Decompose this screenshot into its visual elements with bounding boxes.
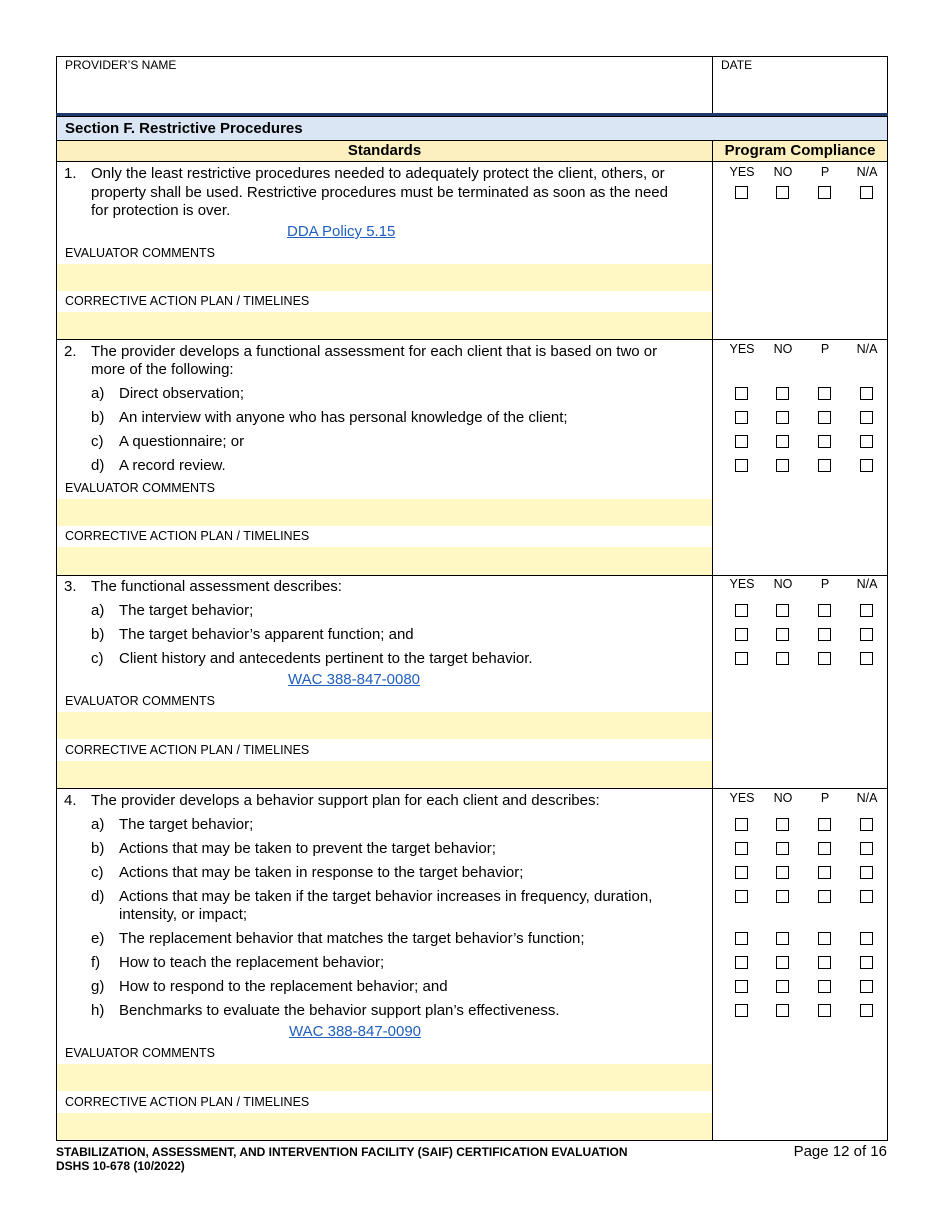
col-p-label: P [820, 165, 830, 179]
checkbox-no[interactable] [776, 890, 789, 903]
col-no-label: NO [773, 791, 793, 805]
checkbox-yes[interactable] [735, 628, 748, 641]
checkbox-yes[interactable] [735, 1004, 748, 1017]
sub-text: Direct observation; [119, 385, 245, 402]
checkbox-no[interactable] [776, 186, 789, 199]
col-p-label: P [820, 577, 830, 591]
sub-text: The target behavior’s apparent function; and [119, 626, 414, 643]
policy-link[interactable]: DDA Policy 5.15 [287, 223, 396, 240]
standards-header: Standards [347, 142, 422, 159]
checkbox-no[interactable] [776, 866, 789, 879]
checkbox-yes[interactable] [735, 932, 748, 945]
sub-letter: e) [91, 930, 105, 947]
compliance-header: Program Compliance [724, 142, 876, 159]
checkbox-no[interactable] [776, 628, 789, 641]
checkbox-na[interactable] [860, 459, 873, 472]
corrective-action-label: CORRECTIVE ACTION PLAN / TIMELINES [65, 294, 310, 308]
item-text-line: more of the following: [91, 361, 234, 378]
sub-letter: f) [91, 954, 101, 971]
corrective-action-label: CORRECTIVE ACTION PLAN / TIMELINES [65, 743, 310, 757]
sub-text: Benchmarks to evaluate the behavior support plan’s effectiveness. [119, 1002, 560, 1019]
col-p-label: P [820, 342, 830, 356]
checkbox-yes[interactable] [735, 818, 748, 831]
sub-letter: c) [91, 433, 104, 450]
corrective-action-label: CORRECTIVE ACTION PLAN / TIMELINES [65, 1095, 310, 1109]
col-yes-label: YES [729, 165, 755, 179]
col-p-label: P [820, 791, 830, 805]
item-text-line: Only the least restrictive procedures needed to adequately protect the client, others, or [91, 165, 665, 182]
evaluator-comments-label: EVALUATOR COMMENTS [65, 246, 216, 260]
sub-text: The target behavior; [119, 816, 254, 833]
sub-text: How to teach the replacement behavior; [119, 954, 385, 971]
item-text-line: property shall be used. Restrictive procedures must be terminated as soon as the need [91, 184, 668, 201]
evaluator-comments-field[interactable] [57, 1064, 712, 1091]
checkbox-yes[interactable] [735, 387, 748, 400]
checkbox-na[interactable] [860, 890, 873, 903]
checkbox-p[interactable] [818, 652, 831, 665]
sub-letter: b) [91, 840, 105, 857]
checkbox-p[interactable] [818, 186, 831, 199]
column-header-divider [56, 161, 888, 162]
checkbox-no[interactable] [776, 652, 789, 665]
col-na-label: N/A [856, 165, 878, 179]
checkbox-na[interactable] [860, 956, 873, 969]
sub-letter: a) [91, 602, 105, 619]
date-label: DATE [721, 58, 753, 72]
sub-text: Actions that may be taken if the target behavior increases in frequency, duration, [119, 888, 653, 905]
checkbox-no[interactable] [776, 956, 789, 969]
checkbox-p[interactable] [818, 459, 831, 472]
checkbox-yes[interactable] [735, 980, 748, 993]
checkbox-no[interactable] [776, 932, 789, 945]
row-divider-2 [56, 575, 888, 576]
provider-name-field[interactable] [57, 74, 711, 112]
checkbox-yes[interactable] [735, 411, 748, 424]
evaluator-comments-label: EVALUATOR COMMENTS [65, 481, 216, 495]
checkbox-p[interactable] [818, 604, 831, 617]
col-yes-label: YES [729, 577, 755, 591]
checkbox-na[interactable] [860, 818, 873, 831]
checkbox-yes[interactable] [735, 890, 748, 903]
checkbox-p[interactable] [818, 980, 831, 993]
checkbox-no[interactable] [776, 387, 789, 400]
checkbox-p[interactable] [818, 628, 831, 641]
checkbox-no[interactable] [776, 818, 789, 831]
date-field[interactable] [713, 74, 887, 112]
checkbox-p[interactable] [818, 890, 831, 903]
checkbox-no[interactable] [776, 459, 789, 472]
row-divider-3 [56, 788, 888, 789]
column-divider [712, 140, 713, 1141]
corrective-action-field[interactable] [57, 312, 712, 339]
checkbox-na[interactable] [860, 842, 873, 855]
evaluator-comments-label: EVALUATOR COMMENTS [65, 694, 216, 708]
sub-letter: d) [91, 457, 105, 474]
col-no-label: NO [773, 577, 793, 591]
sub-letter: c) [91, 650, 104, 667]
footer-form-title: STABILIZATION, ASSESSMENT, AND INTERVENTION FACILITY (SAIF) CERTIFICATION EVALUATION [56, 1145, 628, 1159]
checkbox-p[interactable] [818, 411, 831, 424]
item-number: 3. [64, 578, 77, 595]
col-yes-label: YES [729, 342, 755, 356]
sub-text: The target behavior; [119, 602, 254, 619]
checkbox-p[interactable] [818, 1004, 831, 1017]
sub-letter: a) [91, 816, 105, 833]
sub-letter: b) [91, 409, 105, 426]
sub-text: Actions that may be taken to prevent the target behavior; [119, 840, 496, 857]
sub-text: How to respond to the replacement behavior; and [119, 978, 448, 995]
checkbox-p[interactable] [818, 956, 831, 969]
sub-text-continued: intensity, or impact; [119, 906, 248, 923]
col-no-label: NO [773, 165, 793, 179]
col-no-label: NO [773, 342, 793, 356]
corrective-action-field[interactable] [57, 761, 712, 788]
col-na-label: N/A [856, 577, 878, 591]
sub-text: An interview with anyone who has personal knowledge of the client; [119, 409, 568, 426]
checkbox-na[interactable] [860, 186, 873, 199]
sub-letter: g) [91, 978, 105, 995]
checkbox-na[interactable] [860, 435, 873, 448]
sub-text: A record review. [119, 457, 226, 474]
checkbox-no[interactable] [776, 435, 789, 448]
checkbox-no[interactable] [776, 1004, 789, 1017]
item-number: 4. [64, 792, 77, 809]
evaluator-comments-field[interactable] [57, 712, 712, 739]
checkbox-p[interactable] [818, 387, 831, 400]
col-yes-label: YES [729, 791, 755, 805]
sub-text: A questionnaire; or [119, 433, 245, 450]
checkbox-p[interactable] [818, 932, 831, 945]
item-text-line: for protection is over. [91, 202, 231, 219]
item-number: 1. [64, 165, 77, 182]
evaluator-comments-label: EVALUATOR COMMENTS [65, 1046, 216, 1060]
checkbox-no[interactable] [776, 411, 789, 424]
checkbox-p[interactable] [818, 435, 831, 448]
corrective-action-label: CORRECTIVE ACTION PLAN / TIMELINES [65, 529, 310, 543]
sub-letter: c) [91, 864, 104, 881]
checkbox-na[interactable] [860, 411, 873, 424]
checkbox-p[interactable] [818, 842, 831, 855]
checkbox-yes[interactable] [735, 866, 748, 879]
item-number: 2. [64, 343, 77, 360]
checkbox-yes[interactable] [735, 186, 748, 199]
checkbox-na[interactable] [860, 387, 873, 400]
section-title: Section F. Restrictive Procedures [65, 120, 303, 137]
sub-letter: h) [91, 1002, 105, 1019]
checkbox-p[interactable] [818, 818, 831, 831]
wac-link[interactable]: WAC 388-847-0080 [288, 671, 421, 688]
col-na-label: N/A [856, 791, 878, 805]
checkbox-na[interactable] [860, 932, 873, 945]
checkbox-na[interactable] [860, 628, 873, 641]
checkbox-yes[interactable] [735, 842, 748, 855]
sub-text: The replacement behavior that matches the target behavior’s function; [119, 930, 585, 947]
checkbox-no[interactable] [776, 604, 789, 617]
evaluator-comments-field[interactable] [57, 499, 712, 526]
evaluator-comments-field[interactable] [57, 264, 712, 291]
item-text-line: The provider develops a behavior support plan for each client and describes: [91, 792, 600, 809]
checkbox-yes[interactable] [735, 459, 748, 472]
sub-letter: b) [91, 626, 105, 643]
sub-text: Actions that may be taken in response to the target behavior; [119, 864, 524, 881]
checkbox-yes[interactable] [735, 652, 748, 665]
checkbox-yes[interactable] [735, 956, 748, 969]
row-divider-1 [56, 339, 888, 340]
page-number: Page 12 of 16 [793, 1143, 887, 1160]
checkbox-yes[interactable] [735, 435, 748, 448]
checkbox-yes[interactable] [735, 604, 748, 617]
section-top-thick [56, 113, 888, 116]
col-na-label: N/A [856, 342, 878, 356]
footer-form-number: DSHS 10-678 (10/2022) [56, 1159, 185, 1173]
checkbox-no[interactable] [776, 980, 789, 993]
checkbox-na[interactable] [860, 1004, 873, 1017]
sub-letter: a) [91, 385, 105, 402]
checkbox-na[interactable] [860, 866, 873, 879]
checkbox-na[interactable] [860, 980, 873, 993]
wac-link[interactable]: WAC 388-847-0090 [289, 1023, 422, 1040]
item-text-line: The provider develops a functional assessment for each client that is based on two or [91, 343, 658, 360]
corrective-action-field[interactable] [57, 547, 712, 575]
sub-letter: d) [91, 888, 105, 905]
corrective-action-field[interactable] [57, 1113, 712, 1140]
checkbox-p[interactable] [818, 866, 831, 879]
item-text-line: The functional assessment describes: [91, 578, 342, 595]
checkbox-na[interactable] [860, 652, 873, 665]
checkbox-no[interactable] [776, 842, 789, 855]
sub-text: Client history and antecedents pertinent to the target behavior. [119, 650, 533, 667]
checkbox-na[interactable] [860, 604, 873, 617]
provider-name-label: PROVIDER’S NAME [65, 58, 177, 72]
